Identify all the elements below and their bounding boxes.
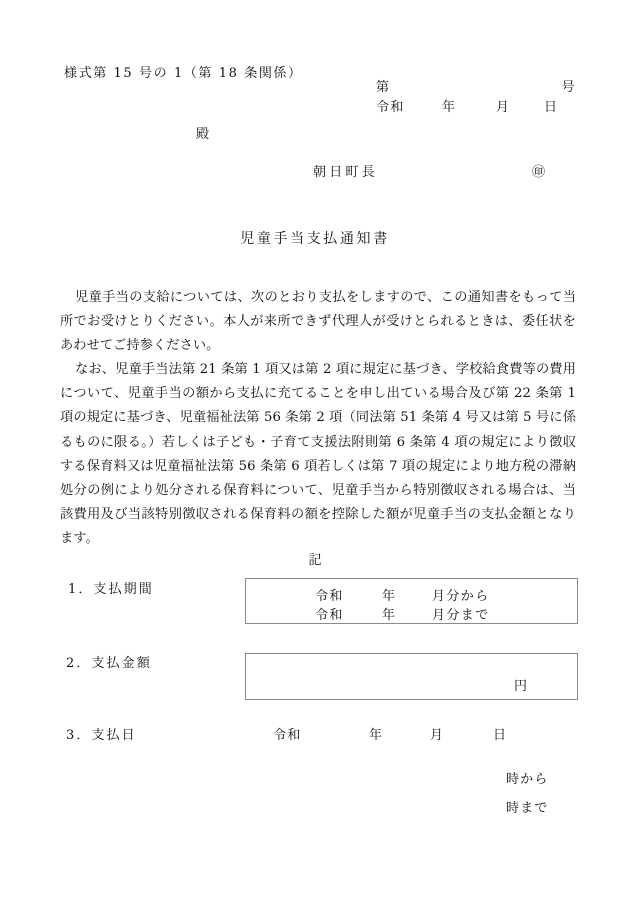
period-from-era: 令和	[315, 589, 344, 604]
form-number: 様式第 15 号の 1（第 18 条関係）	[64, 66, 303, 81]
seal-stamp-icon: ㊞	[532, 165, 546, 180]
currency-unit: 円	[513, 679, 527, 694]
period-to-era: 令和	[315, 608, 344, 623]
body-text-block	[60, 286, 576, 551]
payment-date-label: 3．支払日	[66, 728, 137, 743]
date-era-label: 令和	[376, 100, 405, 115]
document-date-row	[376, 98, 576, 118]
section-mark: 記	[308, 553, 322, 568]
payment-time-from: 時から	[506, 772, 549, 787]
document-number-unit: 号	[561, 80, 576, 95]
payment-date-era: 令和	[273, 728, 302, 743]
document-number-label: 第	[376, 80, 391, 95]
date-day-unit: 日	[544, 100, 559, 115]
payment-amount-box[interactable]	[245, 653, 578, 700]
addressee-honorific: 殿	[196, 127, 211, 142]
payment-date-day-unit: 日	[493, 728, 508, 743]
payment-amount-label: 2．支払金額	[66, 656, 152, 671]
payment-date-month-unit: 月	[430, 728, 445, 743]
payment-period-label: 1．支払期間	[68, 582, 154, 597]
period-to-year-unit: 年	[382, 608, 397, 623]
period-from-tail: 月分から	[432, 589, 490, 604]
body-paragraph-2: なお、児童手当法第 21 条第 1 項又は第 2 項に規定に基づき、学校給食費等の費用について、児童手当の額から支払に充てることを申し出ている場合及び第 22 条第 1 項の規定に基づき、児童福祉法第 56 条第 2 項（同法第 51 条第 4 号又は第 5 号に係るものに限る。）若しくは子ども・子育て支援法附則第 6 条第 4 項の規定により徴収する保育料又は児童福祉法第 56 条第 6 項若しくは第 7 項の規定により地方税の滞納処分の例により処分される保育料について、児童手当から特別徴収される場合は、当該費用及び当該特別徴収される保育料の額を控除した額が児童手当の支払金額となります。	[60, 362, 576, 546]
payment-time-to: 時まで	[506, 801, 549, 816]
period-to-tail: 月分まで	[432, 608, 490, 623]
document-meta-block	[376, 78, 576, 118]
payment-period-box[interactable]	[245, 578, 578, 624]
period-from-year-unit: 年	[382, 589, 397, 604]
payment-date-year-unit: 年	[369, 728, 384, 743]
date-year-unit: 年	[442, 100, 457, 115]
date-month-unit: 月	[496, 100, 511, 115]
document-number-row	[376, 78, 576, 98]
issuer-name: 朝日町長	[313, 165, 378, 180]
document-title: 児童手当支払通知書	[240, 231, 390, 247]
body-paragraph-1: 児童手当の支給については、次のとおり支払をしますので、この通知書をもって当所でお受けとりください。本人が来所できず代理人が受けとられるときは、委任状をあわせてご持参ください。	[60, 290, 576, 354]
